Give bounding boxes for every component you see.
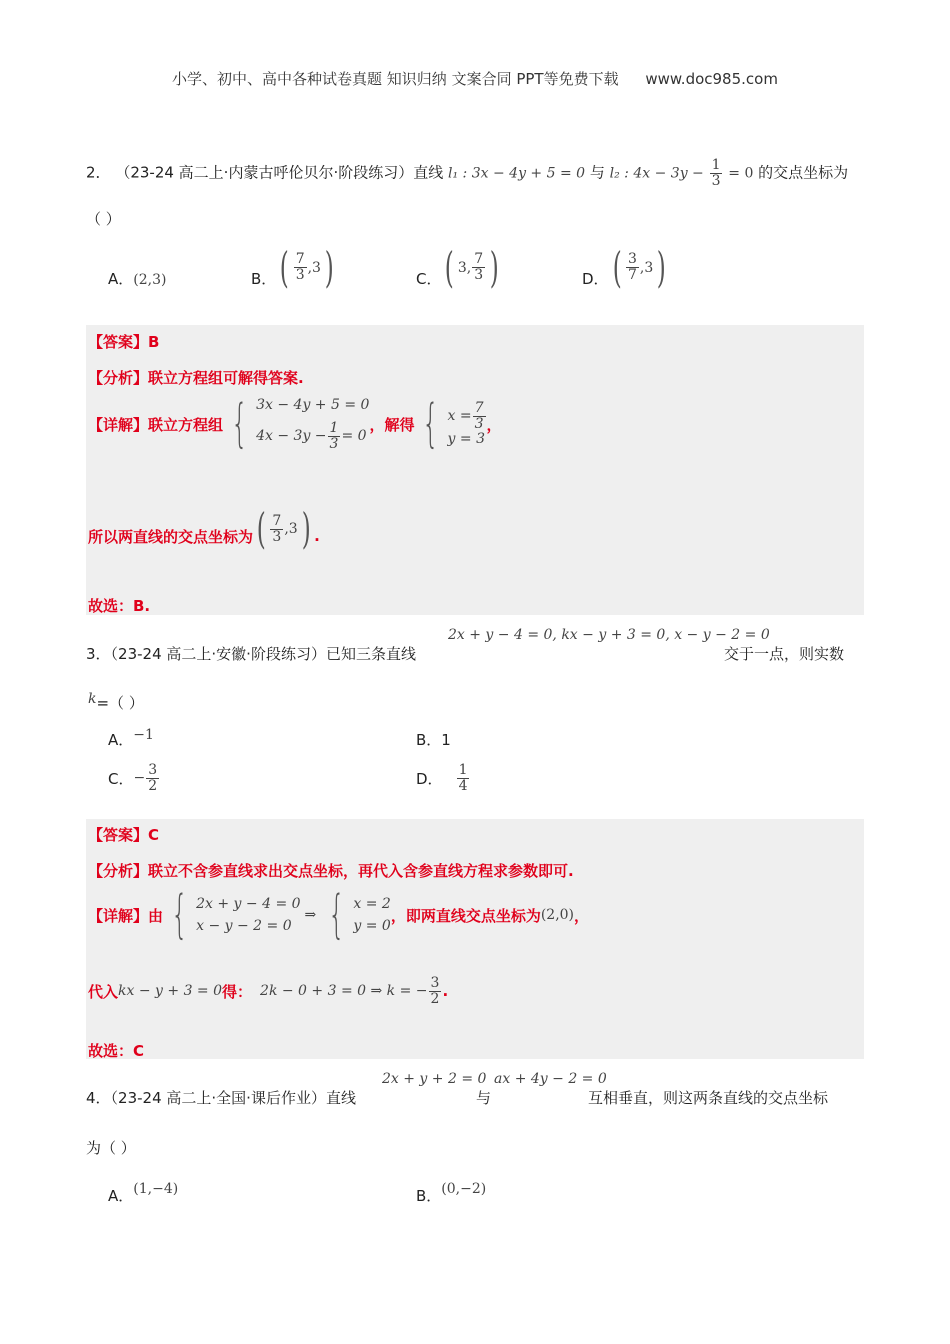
q2-line2-prefix: l₂ : 4x − 3y − [609,165,704,182]
q4-option-a[interactable]: A．(1,−4) [108,1181,179,1205]
q3-blank: k=（ ） [88,691,144,712]
header-text: 小学、初中、高中各种试卷真题 知识归纳 文案合同 PPT等免费下载 [172,70,619,88]
q2-conclusion: 所以两直线的交点坐标为 ( $\frac{7}{3}$ ,3 ) . [88,504,320,553]
q3-option-c[interactable]: C． − $\frac{3}{2}$ [108,762,158,794]
q3-stem: 3．（23-24 高二上·安徽·阶段练习）已知三条直线 [86,645,416,663]
q2-stem [86,158,848,188]
q3-choose: 故选：C [88,1042,145,1060]
q4-tail: 互相垂直，则这两条直线的交点坐标 [588,1089,829,1107]
q2-blank: （ ） [86,210,121,228]
q3-lines: 2x + y − 4 = 0, kx − y + 3 = 0, x − y − 2 = 0 [448,627,770,643]
q3-answer: 【答案】C [88,826,160,844]
q3-option-b[interactable]: B．1 [416,731,451,749]
q2-option-c[interactable]: C． ( 3, $\frac{7}{3}$ ) [416,242,499,292]
q2-system: { 3x − 4y + 5 = 0 4x − 3y − $\frac{1}{3}$ = 0 [231,394,370,455]
q3-substitute: 代入 kx − y + 3 = 0 得： 2k − 0 + 3 = 0 ⇒ k = − $\frac{3}{2}$ . [88,975,449,1007]
q3-analysis: 【分析】联立不含参直线求出交点坐标，再代入含参直线方程求参数即可. [88,862,574,880]
q2-line1: l₁ : 3x − 4y + 5 = 0 [448,165,586,182]
q3-option-a[interactable]: A．−1 [108,727,154,749]
q4-tail2: 为（ ） [86,1139,136,1157]
q2-line2-suffix: = 0 [728,165,754,182]
q2-tail: 的交点坐标为 [758,163,849,182]
q4-option-b[interactable]: B．(0,−2) [416,1181,487,1205]
q3-option-d[interactable]: D． $\frac{1}{4}$ [416,762,468,794]
q2-analysis: 【分析】联立方程组可解得答案. [88,369,304,387]
page-header [0,68,950,89]
q2-answer: 【答案】B [88,333,160,351]
q3-detail: 【详解】由 { 2x + y − 4 = 0 x − y − 2 = 0 ⇒ { x = 2 y = 0 ，即两直线交点坐标为 (2,0) ， [88,885,590,945]
q4-mid: 与 [476,1089,492,1107]
q3-system: { 2x + y − 4 = 0 x − y − 2 = 0 [171,885,301,945]
q2-option-d[interactable]: D． ( $\frac{3}{7}$ ,3 ) [582,242,666,292]
header-site[interactable]: www.doc985.com [645,70,778,88]
q2-detail: 【详解】联立方程组 { 3x − 4y + 5 = 0 4x − 3y − $\frac{1}{3}$ = 0 ，解得 { x = $\frac{7}{3}$ y = 3 ， [88,394,502,455]
q3-solution-system: { x = 2 y = 0 [328,885,391,945]
q2-choose: 故选：B. [88,597,151,615]
q4-line1: 2x + y + 2 = 0 [382,1071,487,1087]
q4-line2: ax + 4y − 2 = 0 [494,1071,607,1087]
q2-source: （23-24 高二上·内蒙古呼伦贝尔·阶段练习）直线 [115,163,444,182]
q2-line2-frac: $\frac{1}{3}$ [711,157,721,189]
q2-mid: 与 [589,163,605,182]
q2-option-b[interactable]: B． ( $\frac{7}{3}$ ,3 ) [251,242,334,292]
q2-solution-system: { x = $\frac{7}{3}$ y = 3 [422,394,485,455]
q4-stem: 4．（23-24 高二上·全国·课后作业）直线 [86,1089,356,1107]
q3-tail: 交于一点，则实数 [724,645,845,663]
q2-option-a[interactable]: A．(2,3) [108,270,167,288]
q2-number: 2． [86,163,111,182]
